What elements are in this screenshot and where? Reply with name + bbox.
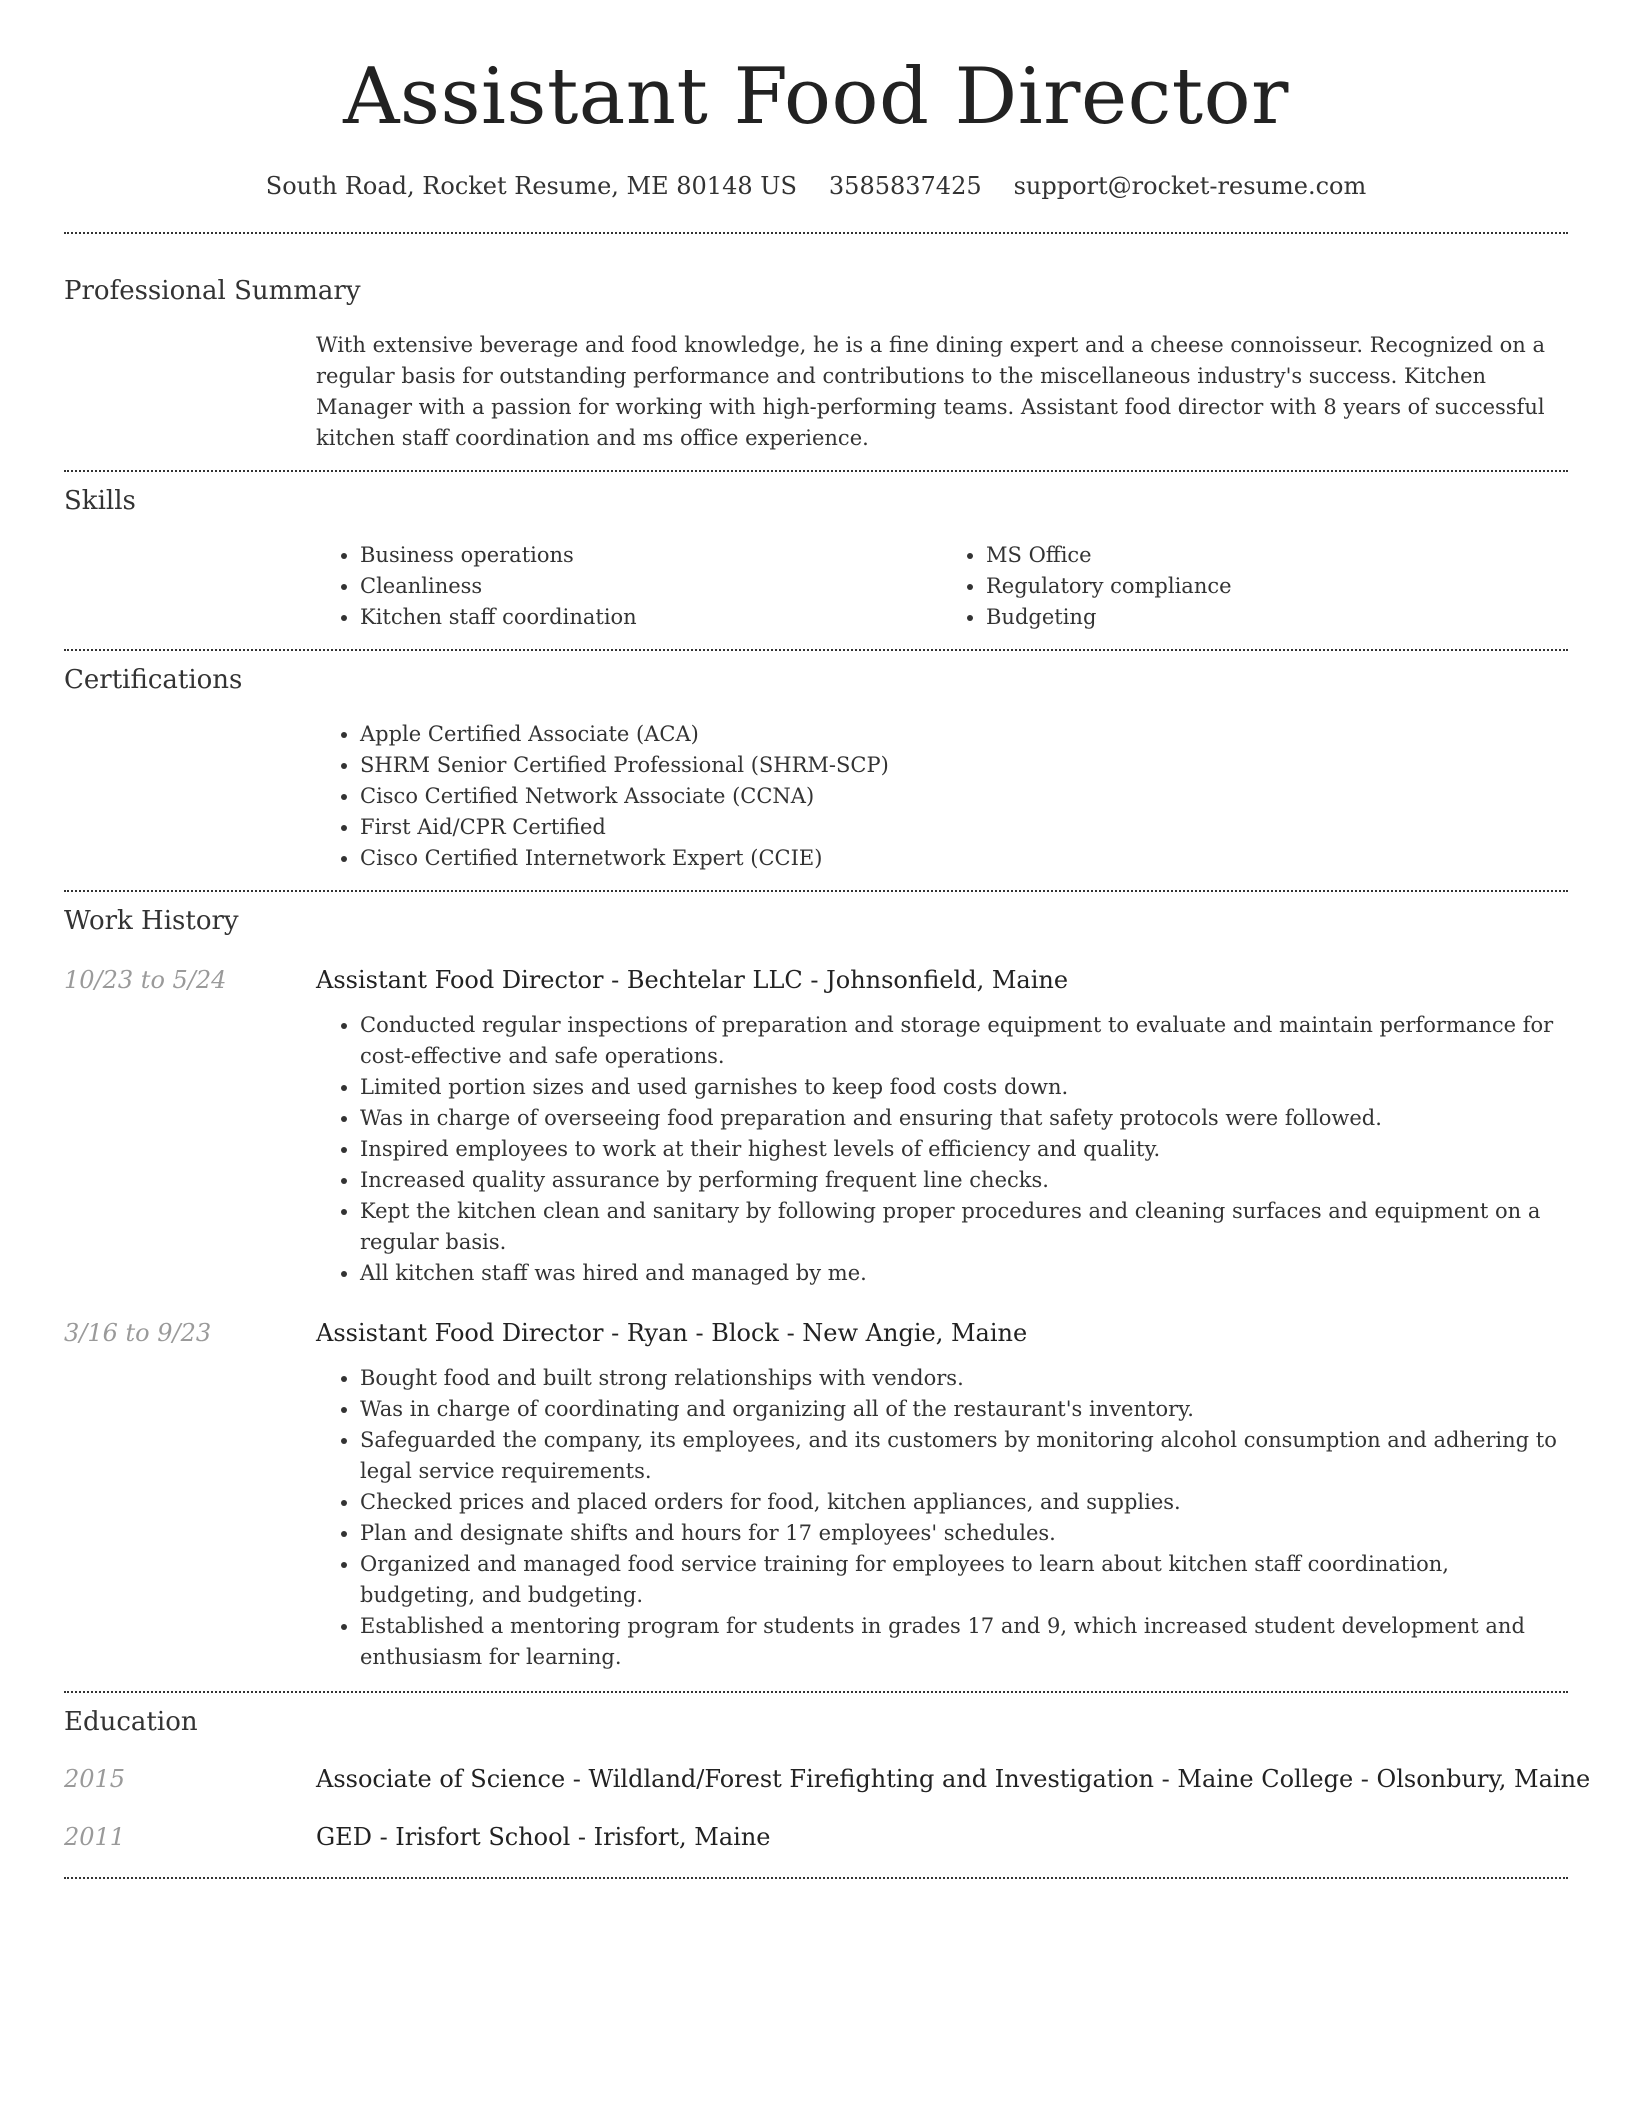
section-title: Certifications xyxy=(64,665,243,695)
skills-list-right xyxy=(942,540,1568,633)
job-heading xyxy=(316,964,1568,996)
contact-line xyxy=(64,172,1568,200)
list-item: • Inspired employees to work at their highest levels of efficiency and quality. xyxy=(360,1134,1568,1165)
summary-text: With extensive beverage and food knowledge, he is a fine dining expert and a cheese connoisseur. Recognized on a regular basis for outstanding performance and contributions to the miscellaneous industry's success. Kitchen Manager with a passion for working with high-performing teams. Assistant food director with 8 years of successful kitchen staff coordination and ms office experience. xyxy=(316,333,1546,450)
job-heading xyxy=(316,1317,1568,1349)
list-item: • Was in charge of overseeing food preparation and ensuring that safety protocols were followed. xyxy=(360,1103,1568,1134)
certifications-body xyxy=(316,719,1568,890)
skills-columns xyxy=(316,540,1568,649)
school: - Maine College - Olsonbury, Maine xyxy=(1154,1765,1591,1793)
job-entry xyxy=(64,1317,1568,1673)
list-item: • First Aid/CPR Certified xyxy=(360,812,1568,843)
job-dates: 3/16 to 9/23 xyxy=(64,1319,212,1347)
job-employer: - Ryan - Block - New Angie, Maine xyxy=(603,1319,1028,1347)
job-title: Assistant Food Director xyxy=(316,1319,604,1347)
phone: 3585837425 xyxy=(828,172,982,200)
list-item: • Cisco Certified Internetwork Expert (CCIE) xyxy=(360,843,1568,874)
resume-name: Assistant Food Director xyxy=(343,52,1289,142)
job-employer: - Bechtelar LLC - Johnsonfield, Maine xyxy=(603,966,1069,994)
education-heading xyxy=(316,1763,1590,1795)
section-title: Professional Summary xyxy=(64,276,361,306)
divider xyxy=(64,1877,1568,1879)
list-item: • Bought food and built strong relationships with vendors. xyxy=(360,1363,1568,1394)
section-title: Education xyxy=(64,1707,198,1737)
list-item: • Organized and managed food service training for employees to learn about kitchen staff coordination, budgeting, and budgeting. xyxy=(360,1549,1568,1611)
education-year: 2015 xyxy=(64,1765,126,1793)
list-item: • Safeguarded the company, its employees, and its customers by monitoring alcohol consumption and adhering to legal service requirements. xyxy=(360,1425,1568,1487)
job-bullets xyxy=(316,1363,1568,1673)
list-item: • Cisco Certified Network Associate (CCNA) xyxy=(360,781,1568,812)
list-item: • Regulatory compliance xyxy=(986,571,1568,602)
job-title: Assistant Food Director xyxy=(316,966,604,994)
list-item: • Kitchen staff coordination xyxy=(360,602,942,633)
summary-section xyxy=(64,234,1568,470)
job-dates: 10/23 to 5/24 xyxy=(64,966,227,994)
list-item: • All kitchen staff was hired and managed by me. xyxy=(360,1258,1568,1289)
skills-section xyxy=(64,472,1568,649)
email: support@rocket-resume.com xyxy=(1013,172,1367,200)
list-item: • Increased quality assurance by performing frequent line checks. xyxy=(360,1165,1568,1196)
list-item: • Conducted regular inspections of preparation and storage equipment to evaluate and maintain performance for cost-effective and safe operations. xyxy=(360,1010,1568,1072)
skills-list-left xyxy=(316,540,942,633)
list-item: • Established a mentoring program for students in grades 17 and 9, which increased student development and enthusiasm for learning. xyxy=(360,1611,1568,1673)
job-details xyxy=(316,964,1568,1289)
list-item: • Limited portion sizes and used garnishes to keep food costs down. xyxy=(360,1072,1568,1103)
education-section xyxy=(64,1693,1591,1877)
education-year: 2011 xyxy=(64,1823,126,1851)
job-details xyxy=(316,1317,1568,1673)
list-item: • Plan and designate shifts and hours for 17 employees' schedules. xyxy=(360,1518,1568,1549)
list-item: • Was in charge of coordinating and organizing all of the restaurant's inventory. xyxy=(360,1394,1568,1425)
address: South Road, Rocket Resume, ME 80148 US xyxy=(265,172,797,200)
list-item: • Budgeting xyxy=(986,602,1568,633)
list-item: • MS Office xyxy=(986,540,1568,571)
list-item: • Business operations xyxy=(360,540,942,571)
certifications-list xyxy=(316,719,1568,874)
list-item: • Checked prices and placed orders for food, kitchen appliances, and supplies. xyxy=(360,1487,1568,1518)
section-title: Work History xyxy=(64,906,239,936)
job-bullets xyxy=(316,1010,1568,1289)
list-item: • Cleanliness xyxy=(360,571,942,602)
education-heading xyxy=(316,1821,770,1853)
education-entry xyxy=(64,1763,1591,1795)
list-item: • Apple Certified Associate (ACA) xyxy=(360,719,1568,750)
education-entry xyxy=(64,1821,1568,1853)
degree: Associate of Science - Wildland/Forest Firefighting and Investigation xyxy=(316,1765,1155,1793)
list-item: • SHRM Senior Certified Professional (SHRM-SCP) xyxy=(360,750,1568,781)
work-history-section xyxy=(64,892,1568,1691)
section-title: Skills xyxy=(64,486,136,516)
certifications-section xyxy=(64,651,1568,890)
degree: GED xyxy=(316,1823,372,1851)
school: - Irisfort School - Irisfort, Maine xyxy=(371,1823,771,1851)
list-item: • Kept the kitchen clean and sanitary by following proper procedures and cleaning surfaces and equipment on a regular basis. xyxy=(360,1196,1568,1258)
job-entry xyxy=(64,964,1568,1289)
